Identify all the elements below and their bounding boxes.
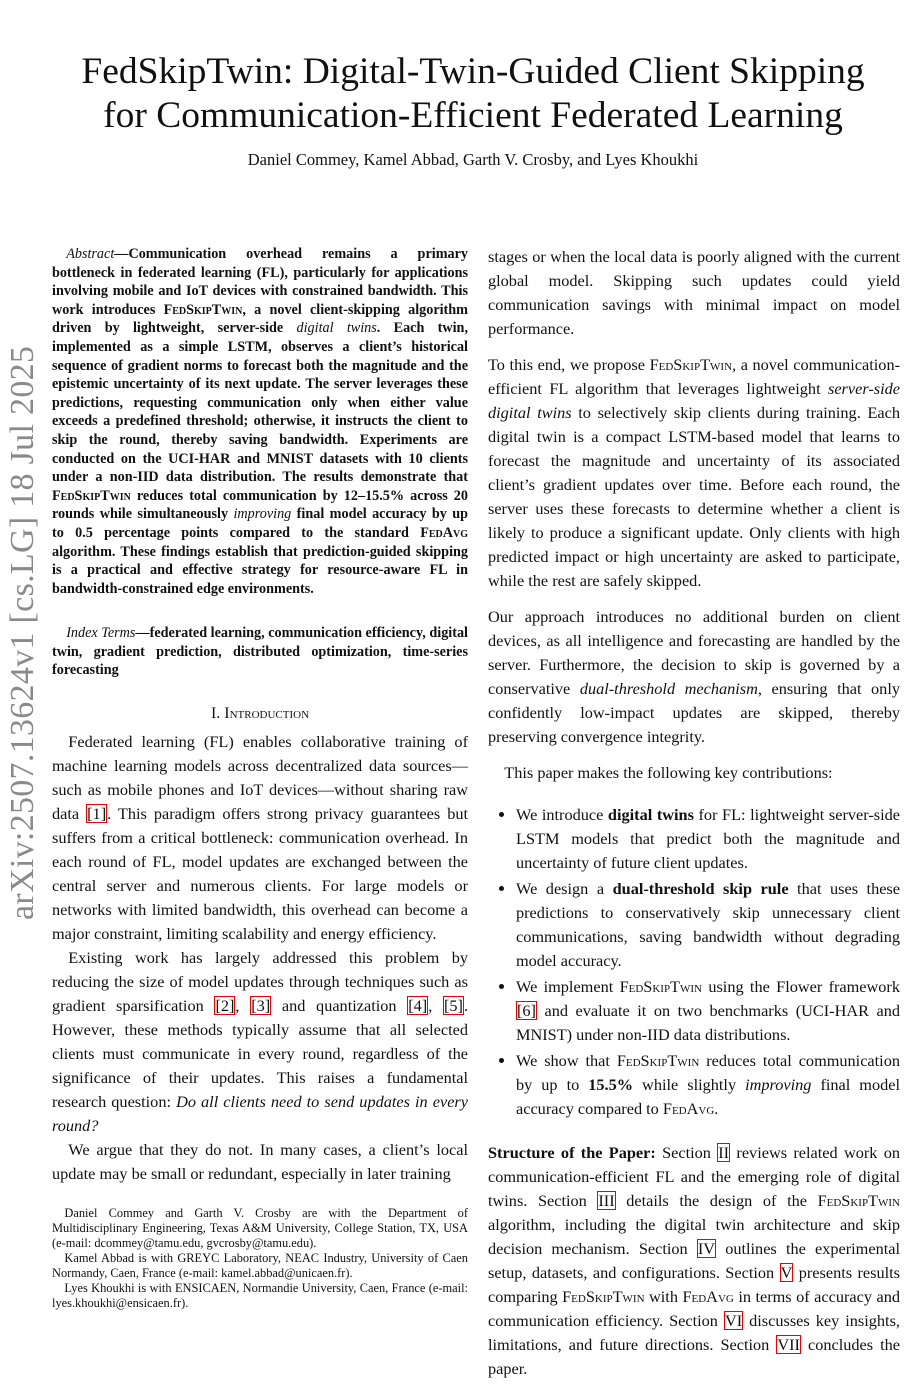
- text-run: server-side digital twins: [488, 379, 900, 422]
- text-run: Structure of the Paper:: [488, 1143, 656, 1162]
- paragraph: [488, 353, 900, 593]
- text-run: final model accuracy by up to 0.5 percentage points compared to the standard: [52, 506, 468, 541]
- text-run: using the Flower framework: [702, 977, 900, 996]
- text-run: while slightly: [633, 1075, 746, 1094]
- text-run: We design a: [516, 879, 613, 898]
- text-run: Index Terms: [66, 625, 136, 642]
- contribution-item: [516, 1049, 900, 1121]
- text-run: dual-threshold mechanism: [579, 679, 758, 698]
- text-run: dual-threshold skip rule: [612, 879, 789, 898]
- text-run: FedSkipTwin: [817, 1191, 900, 1210]
- text-run: digital twins: [296, 320, 377, 337]
- text-run: .: [714, 1099, 719, 1118]
- contribution-item: [516, 975, 900, 1047]
- text-run: , ensuring that only confidently low-impact updates are skipped, thereby preserving convergence integrity.: [488, 679, 900, 746]
- footnote: Kamel Abbad is with GREYC Laboratory, NEAC Industry, University of Caen Normandy, Caen, France (e-mail: kamel.abbad@unicaen.fr).: [52, 1251, 468, 1281]
- citation-link[interactable]: [3]: [251, 996, 271, 1016]
- text-run: Existing work has largely addressed this problem by reducing the size of model updates through techniques such as gradient sparsification: [52, 948, 468, 1016]
- title-line-2: for Communication-Efficient Federated Learning: [103, 95, 843, 136]
- author-list: Daniel Commey, Kamel Abbad, Garth V. Crosby, and Lyes Khoukhi: [247, 150, 699, 169]
- text-run: Our approach introduces no additional burden on client devices, as all intelligence and forecasting are handled by the server. Furthermore, the decision to skip is governed by a conservative: [488, 607, 900, 698]
- citation-link[interactable]: [2]: [215, 996, 235, 1016]
- paragraph: [488, 761, 900, 785]
- index-terms: [52, 624, 468, 680]
- citation-link[interactable]: IV: [697, 1239, 716, 1258]
- text-run: and evaluate it on two benchmarks (UCI-HAR and MNIST) under non-IID data distributions.: [516, 1001, 900, 1044]
- text-run: digital twins: [607, 805, 694, 824]
- arxiv-identifier-stamp: arXiv:2507.13624v1 [cs.LG] 18 Jul 2025: [4, 345, 41, 920]
- text-run: —federated learning, communication efficiency, digital twin, gradient prediction, distributed optimization, time-series forecasting: [52, 625, 468, 679]
- contributions-list: [488, 803, 900, 1121]
- title-line-1: FedSkipTwin: Digital-Twin-Guided Client Skipping: [81, 51, 865, 92]
- text-run: We show that: [516, 1051, 617, 1070]
- text-run: FedAvg: [662, 1099, 715, 1118]
- text-run: FedSkipTwin: [163, 301, 243, 318]
- footnote: Lyes Khoukhi is with ENSICAEN, Normandie University, Caen, France (e-mail: lyes.khoukhi@ensicaen.fr).: [52, 1281, 468, 1311]
- text-run: in terms of accuracy and communication efficiency. Section: [488, 1287, 900, 1330]
- text-run: FedAvg: [420, 524, 468, 541]
- footnote: Daniel Commey and Garth V. Crosby are with the Department of Multidisciplinary Engineering, Texas A&M University, College Station, TX, USA (e-mail: dcommey@tamu.edu, gvcrosby@tamu.edu).: [52, 1206, 468, 1251]
- left-column: [52, 245, 468, 1311]
- text-run: FedSkipTwin: [619, 977, 702, 996]
- text-run: We implement: [516, 977, 620, 996]
- text-run: , a novel communication-efficient FL algorithm that leverages lightweight: [488, 355, 901, 398]
- text-run: Section: [655, 1143, 718, 1162]
- text-run: algorithm, including the digital twin architecture and skip decision mechanism. Section: [488, 1215, 900, 1258]
- citation-link[interactable]: II: [718, 1143, 730, 1162]
- text-run: presents results comparing: [488, 1263, 901, 1306]
- text-run: —Communication overhead remains a primary bottleneck in federated learning (FL), particularly for applications involving mobile and IoT devices with constrained bandwidth. This work introduces: [52, 246, 468, 318]
- text-run: FedSkipTwin: [52, 487, 131, 504]
- text-run: algorithm. These findings establish that prediction-guided skipping is a practical and effective strategy for resource-aware FL in bandwidth-constrained edge environments.: [52, 543, 468, 597]
- text-run: outlines the experimental setup, datasets, and configurations. Section: [488, 1239, 900, 1282]
- citation-link[interactable]: [1]: [87, 804, 107, 824]
- citation-link[interactable]: VII: [777, 1335, 800, 1354]
- citation-link[interactable]: III: [598, 1191, 615, 1210]
- citation-link[interactable]: [6]: [517, 1001, 536, 1020]
- abstract: [52, 245, 468, 598]
- text-run: FedAvg: [682, 1287, 734, 1306]
- text-run: details the design of the: [615, 1191, 818, 1210]
- citation-link[interactable]: VI: [724, 1311, 743, 1330]
- text-run: . However, these methods typically assume that all selected clients must communicate in every round, regardless of the significance of their updates. This raises a fundamental research question:: [52, 996, 469, 1112]
- text-run: reduces total communication by 12–15.5% across 20 rounds while simultaneously: [52, 487, 468, 523]
- text-run: and quantization: [271, 996, 408, 1016]
- author-affiliation-footnotes: [52, 1206, 468, 1311]
- text-run: Federated learning (FL) enables collaborative training of machine learning models across decentralized data sources—such as mobile phones and IoT devices—without sharing raw data: [52, 732, 468, 824]
- introduction-left-column: [52, 730, 468, 1186]
- text-run: with: [644, 1287, 683, 1306]
- citation-link[interactable]: [5]: [443, 996, 463, 1016]
- text-run: Abstract: [66, 246, 115, 262]
- text-run: to selectively skip clients during training. Each digital twin is a compact LSTM-based model that learns to forecast the magnitude and uncertainty of its associated client’s gradient updates over time. Before each round, the server uses these forecasts to determine whether a client is likely to produce a significant update. Only clients with high predicted impact or high uncertainty are asked to participate, while the rest are safely skipped.: [488, 403, 900, 590]
- text-run: improving: [233, 506, 292, 523]
- contribution-item: [516, 877, 900, 973]
- text-run: FedSkipTwin: [616, 1051, 700, 1070]
- text-run: reduces total communication by up to: [516, 1051, 900, 1094]
- text-run: . This paradigm offers strong privacy guarantees but suffers from a critical bottleneck: communication overhead. In each round of FL, model updates are exchanged between the central server and numerous clients. For large models or networks with limited bandwidth, this overhead can become a major constraint, limiting scalability and energy efficiency.: [52, 804, 469, 944]
- paragraph: [488, 605, 900, 749]
- citation-link[interactable]: [4]: [408, 996, 428, 1016]
- text-run: final model accuracy compared to: [516, 1075, 900, 1118]
- paragraph: [52, 946, 468, 1138]
- text-run: for FL: lightweight server-side LSTM models that predict both the magnitude and uncertainty of future client updates.: [516, 805, 900, 872]
- text-run: FedSkipTwin: [562, 1287, 645, 1306]
- text-run: To this end, we propose: [488, 355, 650, 374]
- text-run: reviews related work on communication-efficient FL and the emerging role of digital twins. Section: [488, 1143, 900, 1210]
- section-heading-introduction: I. Introduction: [210, 705, 310, 723]
- text-run: , a novel client-skipping algorithm driven by lightweight, server-side: [52, 301, 468, 337]
- paragraph: [52, 730, 468, 946]
- paper-structure-paragraph: [488, 1141, 900, 1381]
- text-run: ,: [235, 996, 251, 1016]
- contribution-item: [516, 803, 900, 875]
- text-run: stages or when the local data is poorly aligned with the current global model. Skipping such updates could yield communication savings with minimal impact on model performance.: [488, 247, 900, 338]
- text-run: We argue that they do not. In many cases, a client’s local update may be small or redundant, especially in later training: [52, 1140, 468, 1184]
- text-run: concludes the paper.: [488, 1335, 900, 1378]
- text-run: discusses key insights, limitations, and future directions. Section: [488, 1311, 900, 1354]
- paragraph: [488, 245, 900, 341]
- citation-link[interactable]: V: [780, 1263, 793, 1282]
- text-run: Do all clients need to send updates in every round?: [52, 1092, 468, 1136]
- text-run: We introduce: [516, 805, 608, 824]
- introduction-right-column: [488, 245, 900, 1393]
- text-run: that uses these predictions to conservatively skip unnecessary client communications, saving bandwidth without degrading model accuracy.: [516, 879, 900, 970]
- text-run: FedSkipTwin: [649, 355, 733, 374]
- text-run: ,: [428, 996, 443, 1016]
- paragraph: [52, 1138, 468, 1186]
- paper-title: [40, 50, 906, 138]
- text-run: improving: [745, 1075, 812, 1094]
- text-run: This paper makes the following key contributions:: [504, 763, 833, 782]
- text-run: . Each twin, implemented as a simple LSTM, observes a client’s historical sequence of gradient norms to forecast both the magnitude and the epistemic uncertainty of its next update. The server leverages these predictions, requesting communication only when either value exceeds a predefined threshold; otherwise, it instructs the client to skip the round, thereby saving bandwidth. Experiments are conducted on the UCI-HAR and MNIST datasets with 10 clients under a non-IID data distribution. The results demonstrate that: [52, 320, 468, 486]
- text-run: 15.5%: [588, 1075, 634, 1094]
